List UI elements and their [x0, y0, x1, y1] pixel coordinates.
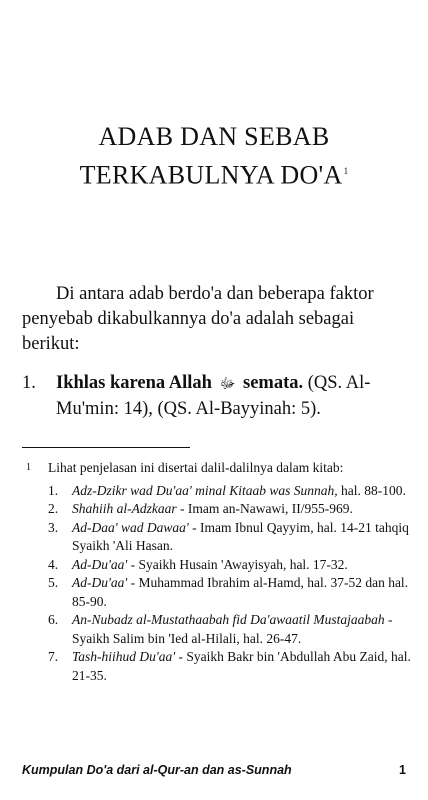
footnote-reference-mark: 1: [343, 166, 349, 176]
list-item-body: [56, 371, 414, 422]
reference-detail: - Muhammad Ibrahim al-Hamd, hal. 37-52 dan hal. 85-90.: [72, 575, 409, 609]
reference-number: 5.: [48, 575, 59, 590]
footnote-mark: 1: [26, 462, 31, 473]
list-item-1: [22, 371, 414, 422]
reference-number: 3.: [48, 519, 59, 535]
footnote-reference-item: [22, 519, 412, 556]
list-item-number: 1.: [22, 373, 36, 393]
reference-title: Ad-Du'aa': [72, 556, 128, 572]
footnote-intro: Lihat penjelasan ini disertai dalil-dalilnya dalam kitab:: [48, 460, 344, 475]
reference-number: 6.: [48, 612, 59, 627]
reference-title: Shahiih al-Adzkaar: [72, 501, 177, 516]
intro-text: Di antara adab berdo'a dan beberapa faktor penyebab dikabulkannya do'a adalah sebagai berikut:: [22, 284, 374, 354]
page-number: 1: [399, 763, 406, 777]
reference-title: Ad-Daa' wad Dawaa': [72, 519, 189, 535]
reference-title: Adz-Dzikr wad Du'aa' minal Kitaab was Sunnah,: [72, 482, 338, 498]
running-footer-title: Kumpulan Do'a dari al-Qur-an dan as-Sunnah: [22, 763, 292, 777]
footnote: [22, 459, 412, 685]
reference-title: Ad-Du'aa': [72, 575, 128, 590]
chapter-title-line-2: [0, 154, 428, 193]
reference-detail: - Syaikh Husain 'Awayisyah, hal. 17-32.: [130, 556, 348, 572]
reference-number: 2.: [48, 501, 59, 516]
footnote-reference-item: [22, 611, 412, 648]
reference-number: 4.: [48, 556, 59, 572]
footnote-reference-item: [22, 556, 412, 575]
list-item-bold-b: semata.: [243, 373, 304, 393]
reference-number: 7.: [48, 649, 59, 664]
page-footer: [22, 763, 406, 777]
chapter-title-line-1: ADAB DAN SEBAB: [98, 122, 330, 151]
chapter-title-line-2-text: TERKABULNYA DO'A: [79, 160, 343, 190]
footnote-reference-item: [22, 482, 412, 501]
intro-paragraph: [22, 282, 414, 357]
footnote-divider: [22, 447, 190, 448]
reference-detail: - Imam an-Nawawi, II/955-969.: [180, 501, 353, 516]
reference-detail: - Syaikh Salim bin 'Ied al-Hilali, hal. 26-47.: [72, 612, 393, 646]
reference-number: 1.: [48, 482, 59, 498]
footnote-reference-item: [22, 574, 412, 611]
list-item-citation: (QS. Al-Mu'min: 14), (QS. Al-Bayyinah: 5).: [56, 373, 371, 419]
reference-detail: hal. 88-100.: [341, 482, 406, 498]
reference-detail: - Syaikh Bakr bin 'Abdullah Abu Zaid, hal. 21-35.: [72, 649, 411, 683]
footnote-reference-item: [22, 500, 412, 519]
reference-title: Tash-hiihud Du'aa': [72, 649, 176, 664]
reference-title: An-Nubadz al-Mustathaabah fid Da'awaatil Mustajaabah: [72, 612, 385, 627]
reference-detail: - Imam Ibnul Qayyim, hal. 14-21 tahqiq Syaikh 'Ali Hasan.: [72, 519, 409, 553]
arabic-honorific-glyph: ﷻ: [219, 377, 236, 392]
chapter-title: [0, 120, 428, 193]
footnote-reference-list: [22, 482, 412, 686]
footnote-reference-item: [22, 648, 412, 685]
list-item-bold-a: Ikhlas karena Allah: [56, 373, 212, 393]
